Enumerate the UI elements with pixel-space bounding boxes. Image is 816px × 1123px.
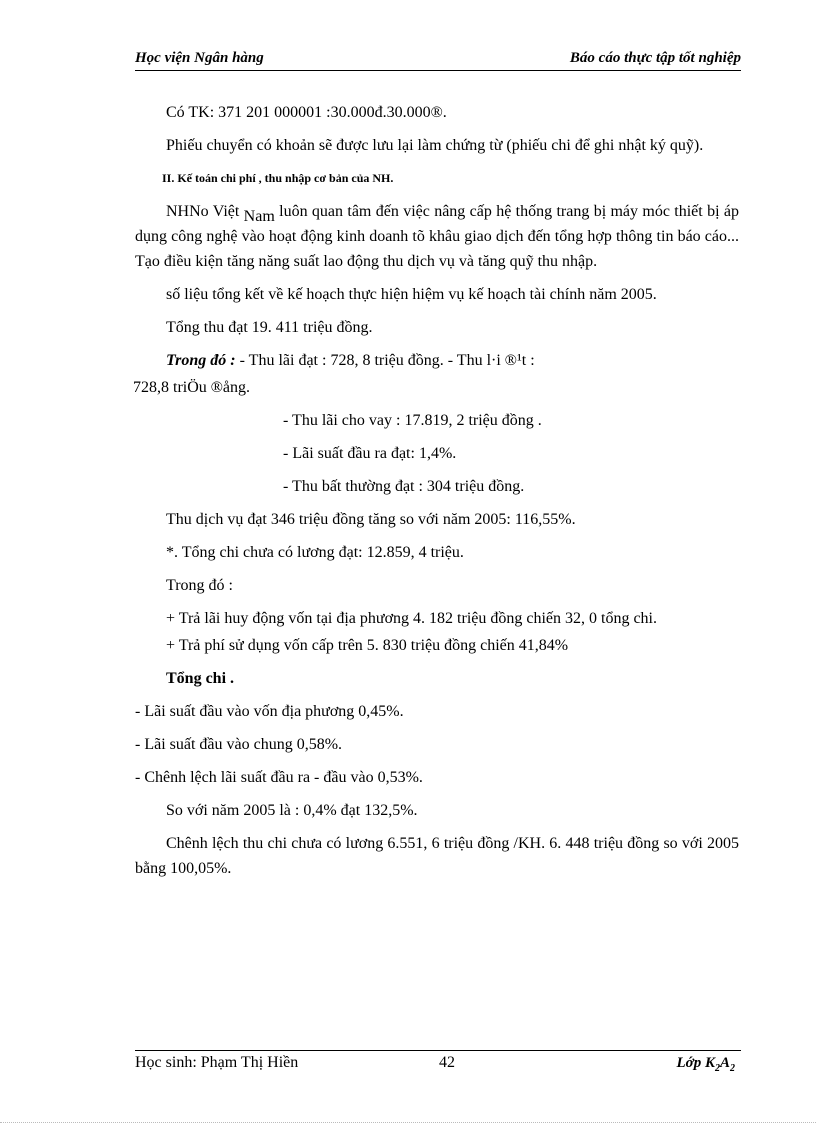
intro-text-rest: luôn quan tâm đến việc nâng cấp hệ thống trang bị máy móc thiết bị áp dụng công nghệ vào hoạt động kinh doanh tõ khâu giao dịch đến tổng hợp thông tin báo cáo... Tạo điều kiện tăng năng suất lao động thu dịch vụ và tăng quỹ thu nhập. [135, 203, 739, 270]
document-body [135, 100, 739, 889]
section-heading: II. Kế toán chi phí , thu nhập cơ bản của NH. [162, 171, 394, 185]
paragraph-total-expense: *. Tổng chi chưa có lương đạt: 12.859, 4 triệu. [166, 544, 464, 561]
paragraph-intro [135, 199, 739, 274]
of-which-label: Trong đó : [166, 352, 236, 369]
paragraph-capital-fee: + Trả phí sử dụng vốn cấp trên 5. 830 triệu đồng chiến 41,84% [166, 637, 569, 654]
header-report-title: Báo cáo thực tập tốt nghiệp [569, 50, 741, 66]
paragraph-transfer-slip: Phiếu chuyển có khoản sẽ được lưu lại làm chứng từ (phiếu chi để ghi nhật ký quỹ). [166, 137, 704, 154]
page-header [135, 48, 741, 71]
footer-class-mid: A [719, 1055, 730, 1071]
footer-class-sub2: 2 [730, 1063, 735, 1074]
paragraph-of-which-2: Trong đó : [166, 577, 233, 594]
intro-text-nam: Nam [243, 208, 275, 225]
paragraph-total-revenue: Tổng thu đạt 19. 411 triệu đồng. [166, 319, 373, 336]
list-item-local-input-rate: - Lãi suất đầu vào vốn địa phương 0,45%. [135, 703, 404, 720]
paragraph-summary: số liệu tổng kết về kế hoạch thực hiện hiệm vụ kế hoạch tài chính năm 2005. [166, 286, 657, 303]
footer-student: Học sinh: Phạm Thị Hiền [135, 1054, 299, 1071]
list-item-rate-spread: - Chênh lệch lãi suất đầu ra - đầu vào 0,53%. [135, 769, 423, 786]
intro-text-start: NHNo Việt [166, 203, 244, 220]
paragraph-difference: Chênh lệch thu chi chưa có lương 6.551, 6 triệu đồng /KH. 6. 448 triệu đồng so với 2005 bằng 100,05%. [135, 835, 739, 877]
paragraph-of-which [135, 348, 739, 373]
list-item-loan-interest: - Thu lãi cho vay : 17.819, 2 triệu đồng . [283, 412, 542, 429]
footer-class-sub1: 2 [714, 1063, 720, 1074]
paragraph-account: Có TK: 371 201 000001 :30.000đ.30.000®. [166, 104, 447, 121]
header-institution: Học viện Ngân hàng [135, 50, 264, 66]
paragraph-total-expense-bold: Tổng chi . [166, 670, 235, 687]
footer-class [677, 1055, 735, 1074]
paragraph-comparison: So với năm 2005 là : 0,4% đạt 132,5%. [166, 802, 418, 819]
footer-class-prefix: Lớp K [676, 1055, 715, 1071]
paragraph-service-revenue: Thu dịch vụ đạt 346 triệu đồng tăng so với năm 2005: 116,55%. [166, 511, 576, 528]
paragraph-local-interest: + Trả lãi huy động vốn tại địa phương 4. 182 triệu đồng chiến 32, 0 tổng chi. [166, 610, 657, 627]
page-number: 42 [439, 1054, 455, 1071]
page-footer [135, 1050, 741, 1075]
list-item-irregular-income: - Thu bất thường đạt : 304 triệu đồng. [283, 478, 525, 495]
list-item-general-input-rate: - Lãi suất đầu vào chung 0,58%. [135, 736, 343, 753]
list-item-output-rate: - Lãi suất đầu ra đạt: 1,4%. [283, 445, 457, 462]
paragraph-of-which-continued: 728,8 triÖu ®ång. [133, 379, 251, 396]
of-which-text: - Thu lãi đạt : 728, 8 triệu đồng. - Thu l·i ®¹t : [235, 352, 535, 369]
